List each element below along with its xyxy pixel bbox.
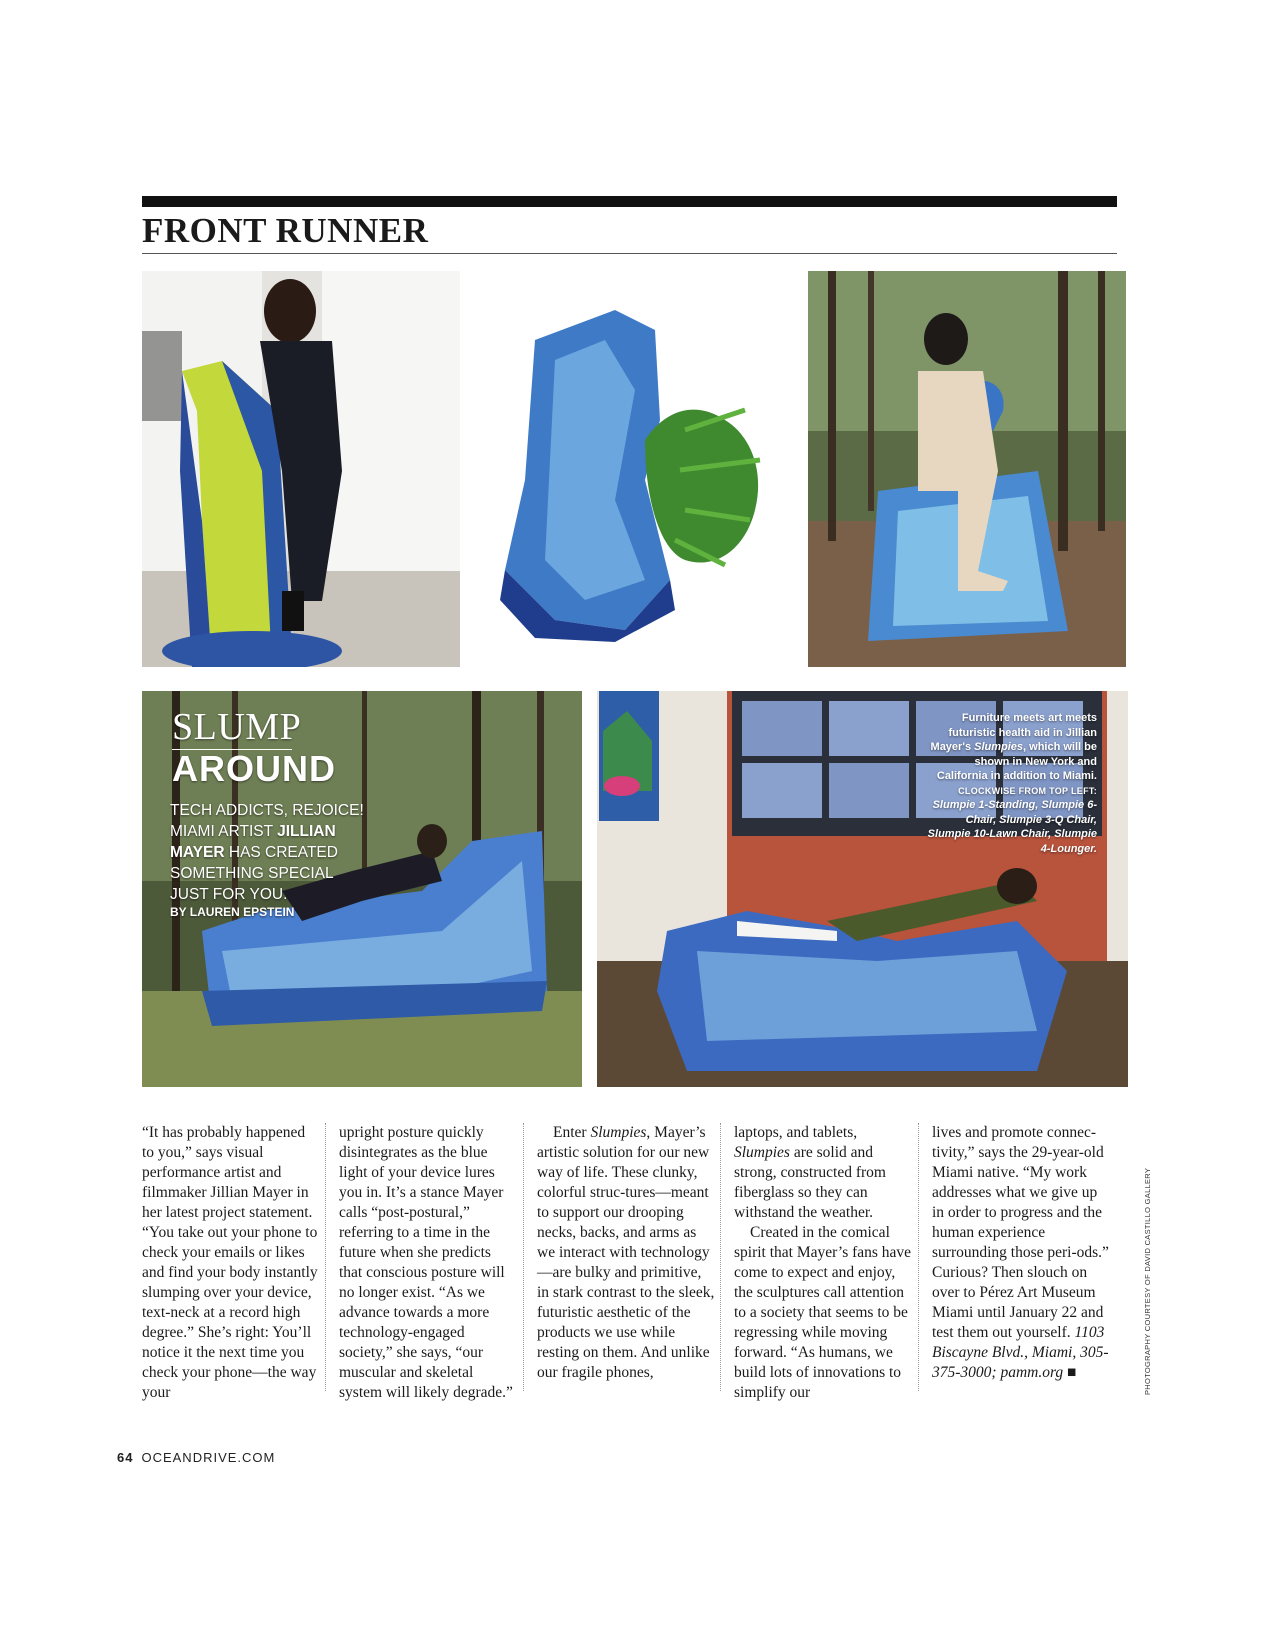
column-4-para-2: Created in the comical spirit that Mayer’s fans have come to expect and enjoy, the sculptures call attention to a society that seems to be regressing while moving forward. “As humans, we build lots of innovations to simplify our: [734, 1224, 912, 1401]
caption-smallcaps: CLOCKWISE FROM TOP LEFT:: [958, 785, 1097, 796]
body-column-5: [932, 1123, 1110, 1383]
byline: BY LAUREN EPSTEIN: [170, 905, 295, 919]
column-1-text: “It has probably happened to you,” says visual performance artist and filmmaker Jillian Mayer in her latest project statement. “You take out your phone to check your emails or likes and find your body instantly slumping over your device, text-neck at a record high degree.” She’s right: You’ll notice it the next time you check your phone—the way your: [142, 1124, 318, 1401]
body-column-1: [142, 1123, 320, 1403]
page-folio: [117, 1450, 275, 1465]
photo-slumpie-q-chair: [808, 271, 1126, 667]
feature-dek: [170, 800, 370, 905]
dek-artist-name: JILLIAN MAYER: [170, 823, 336, 861]
header-rule: [142, 196, 1117, 207]
photo-slumpie-standing: [142, 271, 460, 667]
dek-text-b: HAS CREATED SOMETHING SPECIAL JUST FOR YOU.: [170, 844, 338, 903]
headline-line-2: AROUND: [172, 748, 336, 789]
body-column-3: [537, 1123, 715, 1383]
headline-line-1: SLUMP: [172, 706, 302, 748]
column-3-text: Enter Slumpies, Mayer’s artistic solution for our new way of life. These clunky, colorful struc-tures—meant to support our drooping necks, backs, and arms as we interact with technology—are bulky and primitive, in stark contrast to the sleek, futuristic aesthetic of the products we use while resting on them. And unlike our fragile phones,: [537, 1124, 715, 1381]
section-title: FRONT RUNNER: [142, 211, 429, 250]
column-4-para-1: laptops, and tablets, Slumpies are solid and strong, constructed from fiberglass so they can withstand the weather.: [734, 1124, 886, 1221]
column-2-text: upright posture quickly disintegrates as the blue light of your device lures you in. It’s a stance Mayer calls “post-postural,” referring to a time in the future when she predicts that conscious posture will no longer exist. “As we advance towards a more technology-engaged society,” she says, “our muscular and skeletal system will likely degrade.”: [339, 1124, 513, 1401]
column-5-text: lives and promote connec-tivity,” says the 29-year-old Miami native. “My work addresses what we give up in order to progress and the human experience surrounding those peri-ods.” Curious? Then slouch on over to Pérez Art Museum Miami until January 22 and test them out yourself. 1103 Biscayne Blvd., Miami, 305-375-3000; pamm.org ■: [932, 1124, 1109, 1381]
caption-lead: Furniture meets art meets futuristic health aid in Jillian Mayer's: [930, 712, 1097, 753]
title-underline: [142, 253, 1117, 254]
photo-slumpie-chair: [495, 300, 780, 642]
venue-info: 1103 Biscayne Blvd., Miami, 305-375-3000; pamm.org: [932, 1324, 1109, 1381]
caption-list: Slumpie 1-Standing, Slumpie 6-Chair, Slumpie 3-Q Chair, Slumpie 10-Lawn Chair, Slumpie 4-Lounger.: [927, 799, 1097, 855]
column-divider: [918, 1123, 919, 1391]
page-number: 64: [117, 1450, 134, 1465]
caption-italic: Slumpies: [974, 741, 1024, 753]
body-column-4: [734, 1123, 912, 1403]
body-column-2: [339, 1123, 517, 1403]
column-divider: [523, 1123, 524, 1391]
site-name: OCEANDRIVE.COM: [141, 1450, 276, 1465]
end-mark: ■: [1063, 1364, 1077, 1381]
feature-headline: [172, 707, 336, 788]
column-divider: [720, 1123, 721, 1391]
photo-credit: PHOTOGRAPHY COURTESY OF DAVID CASTILLO GALLERY: [1143, 1167, 1152, 1395]
column-divider: [325, 1123, 326, 1391]
photo-caption: [925, 711, 1097, 856]
dek-text-a: TECH ADDICTS, REJOICE! MIAMI ARTIST: [170, 802, 364, 840]
caption-lead-b: , which will be shown in New York and California in addition to Miami.: [936, 741, 1097, 782]
